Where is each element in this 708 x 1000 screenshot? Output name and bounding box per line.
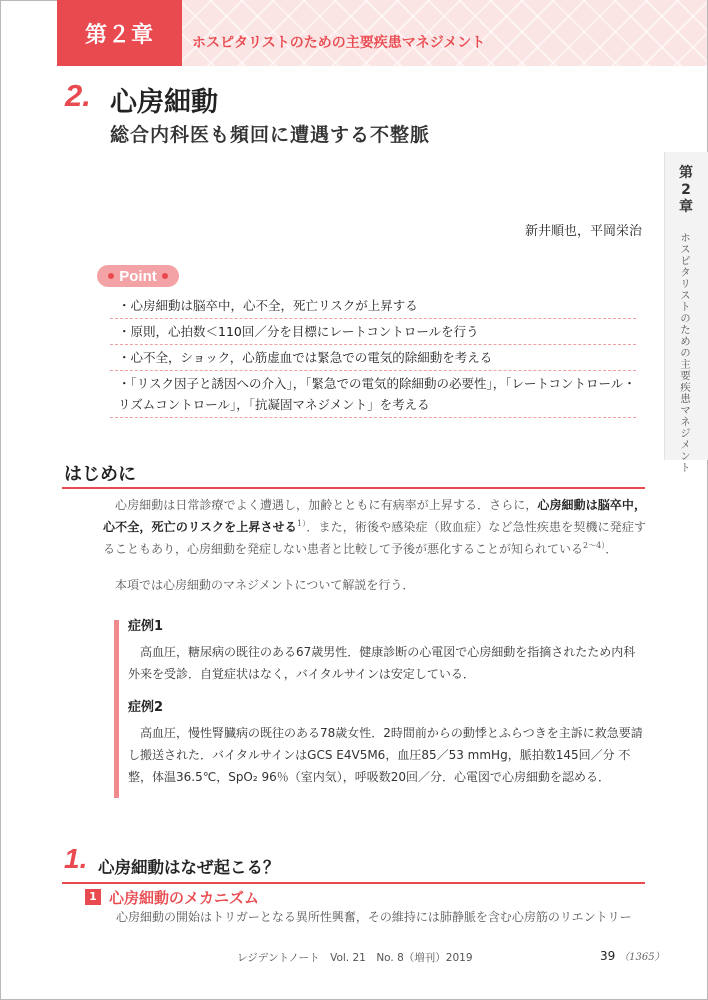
citation-ref: 2～4） [583, 541, 606, 550]
case-sidebar [114, 620, 119, 798]
case-text: 高血圧，糖尿病の既往のある67歳男性．健康診断の心電図で心房細動を指摘されたため内科外来を受診．自覚症状はなく，バイタルサインは安定している． [128, 645, 636, 681]
bullet-dot-icon [108, 273, 114, 279]
heading-divider [62, 487, 645, 489]
section1-title: 心房細動はなぜ起こる？ [98, 858, 280, 877]
section-title: 心房細動 [110, 87, 218, 118]
subsection-number: 1 [85, 889, 101, 905]
case-title: 症例2 [128, 700, 164, 715]
page-total: （1365） [619, 952, 665, 963]
intro-paragraph-1 [103, 494, 646, 560]
bullet-dot-icon [162, 273, 168, 279]
page-number [600, 948, 665, 963]
section1-text: 心房細動の開始はトリガーとなる異所性興奮，その維持には肺静脈を含む心房筋のリエントリー [116, 910, 632, 924]
point-item: ・「リスク因子と誘因への介入」，「緊急での電気的除細動の必要性」，「レートコントロール・リズムコントロール」，「抗凝固マネジメント」を考える [110, 371, 636, 418]
chapter-title: ホスピタリストのための主要疾患マネジメント [192, 35, 486, 51]
point-badge [97, 265, 179, 287]
citation-ref: 1） [296, 519, 307, 528]
intro-text: ．また，術後や感染症（敗血症）など急性疾患を契機に発症することもあり，心房細動を発症しない患者と比較して予後が悪化することが知られている [103, 520, 647, 556]
intro-heading: はじめに [64, 464, 136, 485]
case-title: 症例1 [128, 619, 164, 634]
point-item: ・心房細動は脳卒中，心不全，死亡リスクが上昇する [110, 293, 636, 319]
page-number-value: 39 [600, 949, 616, 963]
point-item: ・心不全，ショック，心筋虚血では緊急での電気的除細動を考える [110, 345, 636, 371]
side-chapter-title: ホスピタリストのための主要疾患マネジメント [679, 232, 691, 474]
side-chapter-label: 第2章 [679, 165, 693, 215]
chapter-label: 第２章 [57, 0, 182, 66]
section1-number: 1. [64, 843, 88, 874]
case-2 [128, 697, 646, 788]
point-list [110, 293, 636, 418]
intro-text: ． [605, 542, 618, 556]
authors: 新井順也，平岡栄治 [524, 224, 642, 239]
intro-paragraph-2: 本項では心房細動のマネジメントについて解説を行う． [115, 578, 415, 592]
case-text: 高血圧，慢性腎臓病の既往のある78歳女性．2時間前からの動悸とふらつきを主訴に救急要請し搬送された．バイタルサインはGCS E4V5M6，血圧85／53 mmHg，脈拍数145回／分 不整，体温36.5℃，SpO₂ 96％（室内気），呼吸数20回／分．心電図で心房細動を認める． [128, 726, 643, 784]
footer-journal: レジデントノート Vol. 21 No. 8（増刊）2019 [237, 952, 473, 964]
point-item: ・原則，心拍数＜110回／分を目標にレートコントロールを行う [110, 319, 636, 345]
intro-bold-text: 心房細動は脳卒中，心不全，死亡のリスクを上昇させる [103, 498, 646, 534]
section-number: 2. [65, 78, 91, 113]
section1-divider [62, 882, 645, 884]
section-subtitle: 総合内科医も頻回に遭遇する不整脈 [110, 124, 431, 146]
intro-text: 心房細動は日常診療でよく遭遇し，加齢とともに有病率が上昇する．さらに， [115, 498, 538, 512]
case-1 [128, 616, 646, 685]
subsection-title: 心房細動のメカニズム [109, 889, 260, 907]
point-label: Point [119, 267, 157, 285]
